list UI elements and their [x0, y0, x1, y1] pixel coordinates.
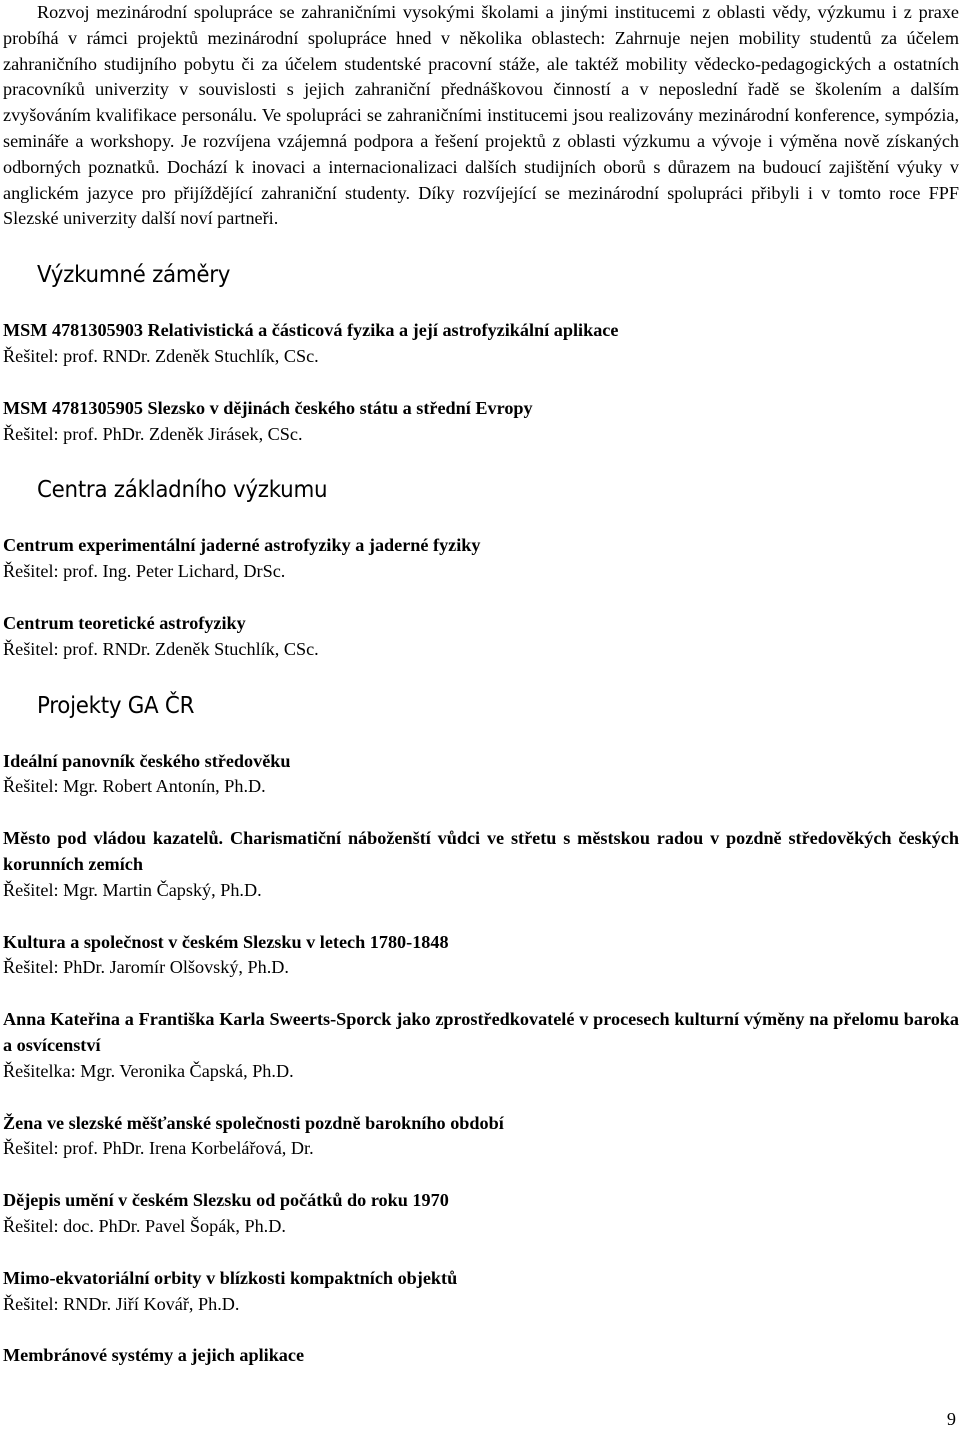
entry-investigator: Řešitelka: Mgr. Veronika Čapská, Ph.D. [3, 1060, 294, 1081]
section-heading-gacr-projects: Projekty GA ČR [37, 692, 195, 719]
section-heading-research-plans: Výzkumné záměry [37, 262, 231, 289]
entry-investigator: Řešitel: prof. PhDr. Irena Korbelářová, Dr. [3, 1138, 314, 1159]
gacr-projects-list [3, 749, 959, 1370]
project-entry [3, 1343, 959, 1369]
entry-title: Mimo-ekvatoriální orbity v blízkosti kompaktních objektů [3, 1267, 458, 1288]
research-plans-list [3, 318, 959, 447]
entry-investigator: Řešitel: PhDr. Jaromír Olšovský, Ph.D. [3, 957, 289, 978]
entry-investigator: Řešitel: doc. PhDr. Pavel Šopák, Ph.D. [3, 1215, 286, 1236]
entry-investigator: Řešitel: prof. RNDr. Zdeněk Stuchlík, CSc. [3, 638, 319, 659]
entry-title: Membránové systémy a jejich aplikace [3, 1345, 305, 1366]
project-entry [3, 1188, 959, 1240]
research-centre-entry [3, 533, 959, 585]
entry-investigator: Řešitel: prof. PhDr. Zdeněk Jirásek, CSc. [3, 423, 303, 444]
project-entry [3, 1111, 959, 1163]
entry-title: Město pod vládou kazatelů. Charismatiční náboženští vůdci ve střetu s městskou radou v pozdně středověkých českých korunních zemích [3, 828, 959, 874]
project-entry [3, 826, 959, 903]
page-number: 9 [946, 1409, 956, 1429]
research-centre-entry [3, 611, 959, 663]
basic-research-centres-list [3, 533, 959, 662]
entry-investigator: Řešitel: prof. Ing. Peter Lichard, DrSc. [3, 561, 286, 582]
project-entry [3, 930, 959, 982]
entry-title: MSM 4781305905 Slezsko v dějinách českého státu a střední Evropy [3, 397, 533, 418]
project-entry [3, 1266, 959, 1318]
entry-title: Kultura a společnost v českém Slezsku v letech 1780-1848 [3, 931, 449, 952]
entry-title: Anna Kateřina a Františka Karla Sweerts-Sporck jako zprostředkovatelé v procesech kulturní výměny na přelomu baroka a osvícenství [3, 1009, 959, 1055]
entry-title: Centrum experimentální jaderné astrofyziky a jaderné fyziky [3, 535, 481, 556]
entry-title: Žena ve slezské měšťanské společnosti pozdně barokního období [3, 1112, 504, 1133]
project-entry [3, 1007, 959, 1084]
entry-investigator: Řešitel: prof. RNDr. Zdeněk Stuchlík, CSc. [3, 345, 319, 366]
research-plan-entry [3, 318, 959, 370]
intro-paragraph: Rozvoj mezinárodní spolupráce se zahraničními vysokými školami a jinými institucemi z oblasti vědy, výzkumu i z praxe probíhá v rámci projektů mezinárodní spolupráce hned v několika oblastech: Zahrnuje nejen mobility studentů za účelem zahraničního studijního pobytu či za účelem studentské pracovní stáže, ale taktéž mobility vědecko-pedagogických a ostatních pracovníků univerzity v souvislosti s jejich zahraniční přednáškovou činností a v neposlední řadě se školením a dalším zvyšováním kvalifikace personálu. Ve spolupráci se zahraničními institucemi jsou realizovány mezinárodní konference, sympózia, semináře a workshopy. Je rozvíjena vzájemná podpora a řešení projektů z oblasti výzkumu a vývoje i výměna nově získaných odborných poznatků. Dochází k inovaci a internacionalizaci dalších studijních oborů s důrazem na budoucí zajištění výuky v anglickém jazyce pro přijíždějící zahraniční studenty. Díky rozvíjející se mezinárodní spolupráci přibyli i v tomto roce FPF Slezské univerzity další noví partneři. [3, 2, 959, 229]
document-page [3, 0, 959, 1369]
entry-title: MSM 4781305903 Relativistická a částicová fyzika a její astrofyzikální aplikace [3, 320, 619, 341]
project-entry [3, 749, 959, 801]
entry-title: Centrum teoretické astrofyziky [3, 612, 246, 633]
research-plan-entry [3, 396, 959, 448]
entry-title: Dějepis umění v českém Slezsku od počátků do roku 1970 [3, 1190, 449, 1211]
entry-investigator: Řešitel: Mgr. Robert Antonín, Ph.D. [3, 776, 266, 797]
section-heading-basic-research-centres: Centra základního výzkumu [37, 477, 328, 504]
entry-investigator: Řešitel: RNDr. Jiří Kovář, Ph.D. [3, 1293, 240, 1314]
entry-title: Ideální panovník českého středověku [3, 750, 291, 771]
entry-investigator: Řešitel: Mgr. Martin Čapský, Ph.D. [3, 879, 262, 900]
